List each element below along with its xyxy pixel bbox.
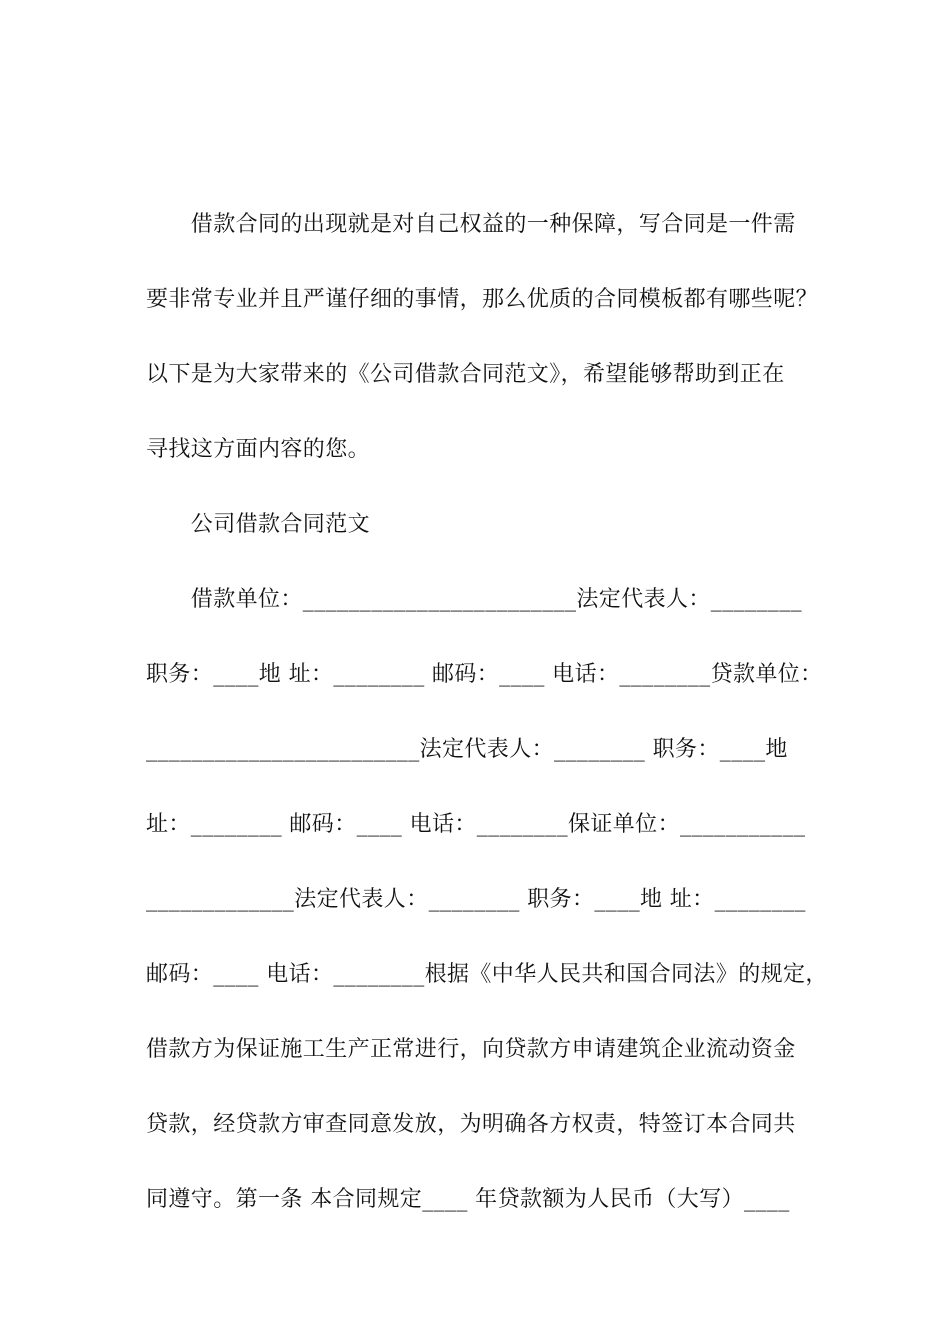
contract-line-3: ________________________法定代表人：________ 职务：____地 — [146, 737, 788, 762]
contract-line-1: 借款单位：________________________法定代表人：________ — [146, 587, 803, 612]
paragraph-line-3: 以下是为大家带来的《公司借款合同范文》，希望能够帮助到正在 — [146, 362, 785, 387]
contract-line-8: 贷款，经贷款方审查同意发放，为明确各方权责，特签订本合同共 — [146, 1112, 796, 1137]
contract-line-9: 同遵守。第一条 本合同规定____ 年贷款额为人民币（大写）____ — [146, 1187, 790, 1212]
contract-line-2: 职务：____地 址：________ 邮码：____ 电话：________贷款单位： — [146, 662, 823, 687]
contract-line-4: 址：________ 邮码：____ 电话：________保证单位：___________ — [146, 812, 806, 837]
contract-line-5: _____________法定代表人：________ 职务：____地 址：________ — [146, 887, 806, 912]
contract-line-6: 邮码：____ 电话：________根据《中华人民共和国合同法》的规定， — [146, 962, 828, 987]
paragraph-line-1: 借款合同的出现就是对自己权益的一种保障，写合同是一件需 — [146, 212, 796, 237]
paragraph-line-4: 寻找这方面内容的您。 — [146, 437, 371, 462]
contract-line-7: 借款方为保证施工生产正常进行，向贷款方申请建筑企业流动资金 — [146, 1037, 796, 1062]
document-heading: 公司借款合同范文 — [146, 512, 371, 537]
paragraph-line-2: 要非常专业并且严谨仔细的事情，那么优质的合同模板都有哪些呢？ — [146, 287, 819, 312]
